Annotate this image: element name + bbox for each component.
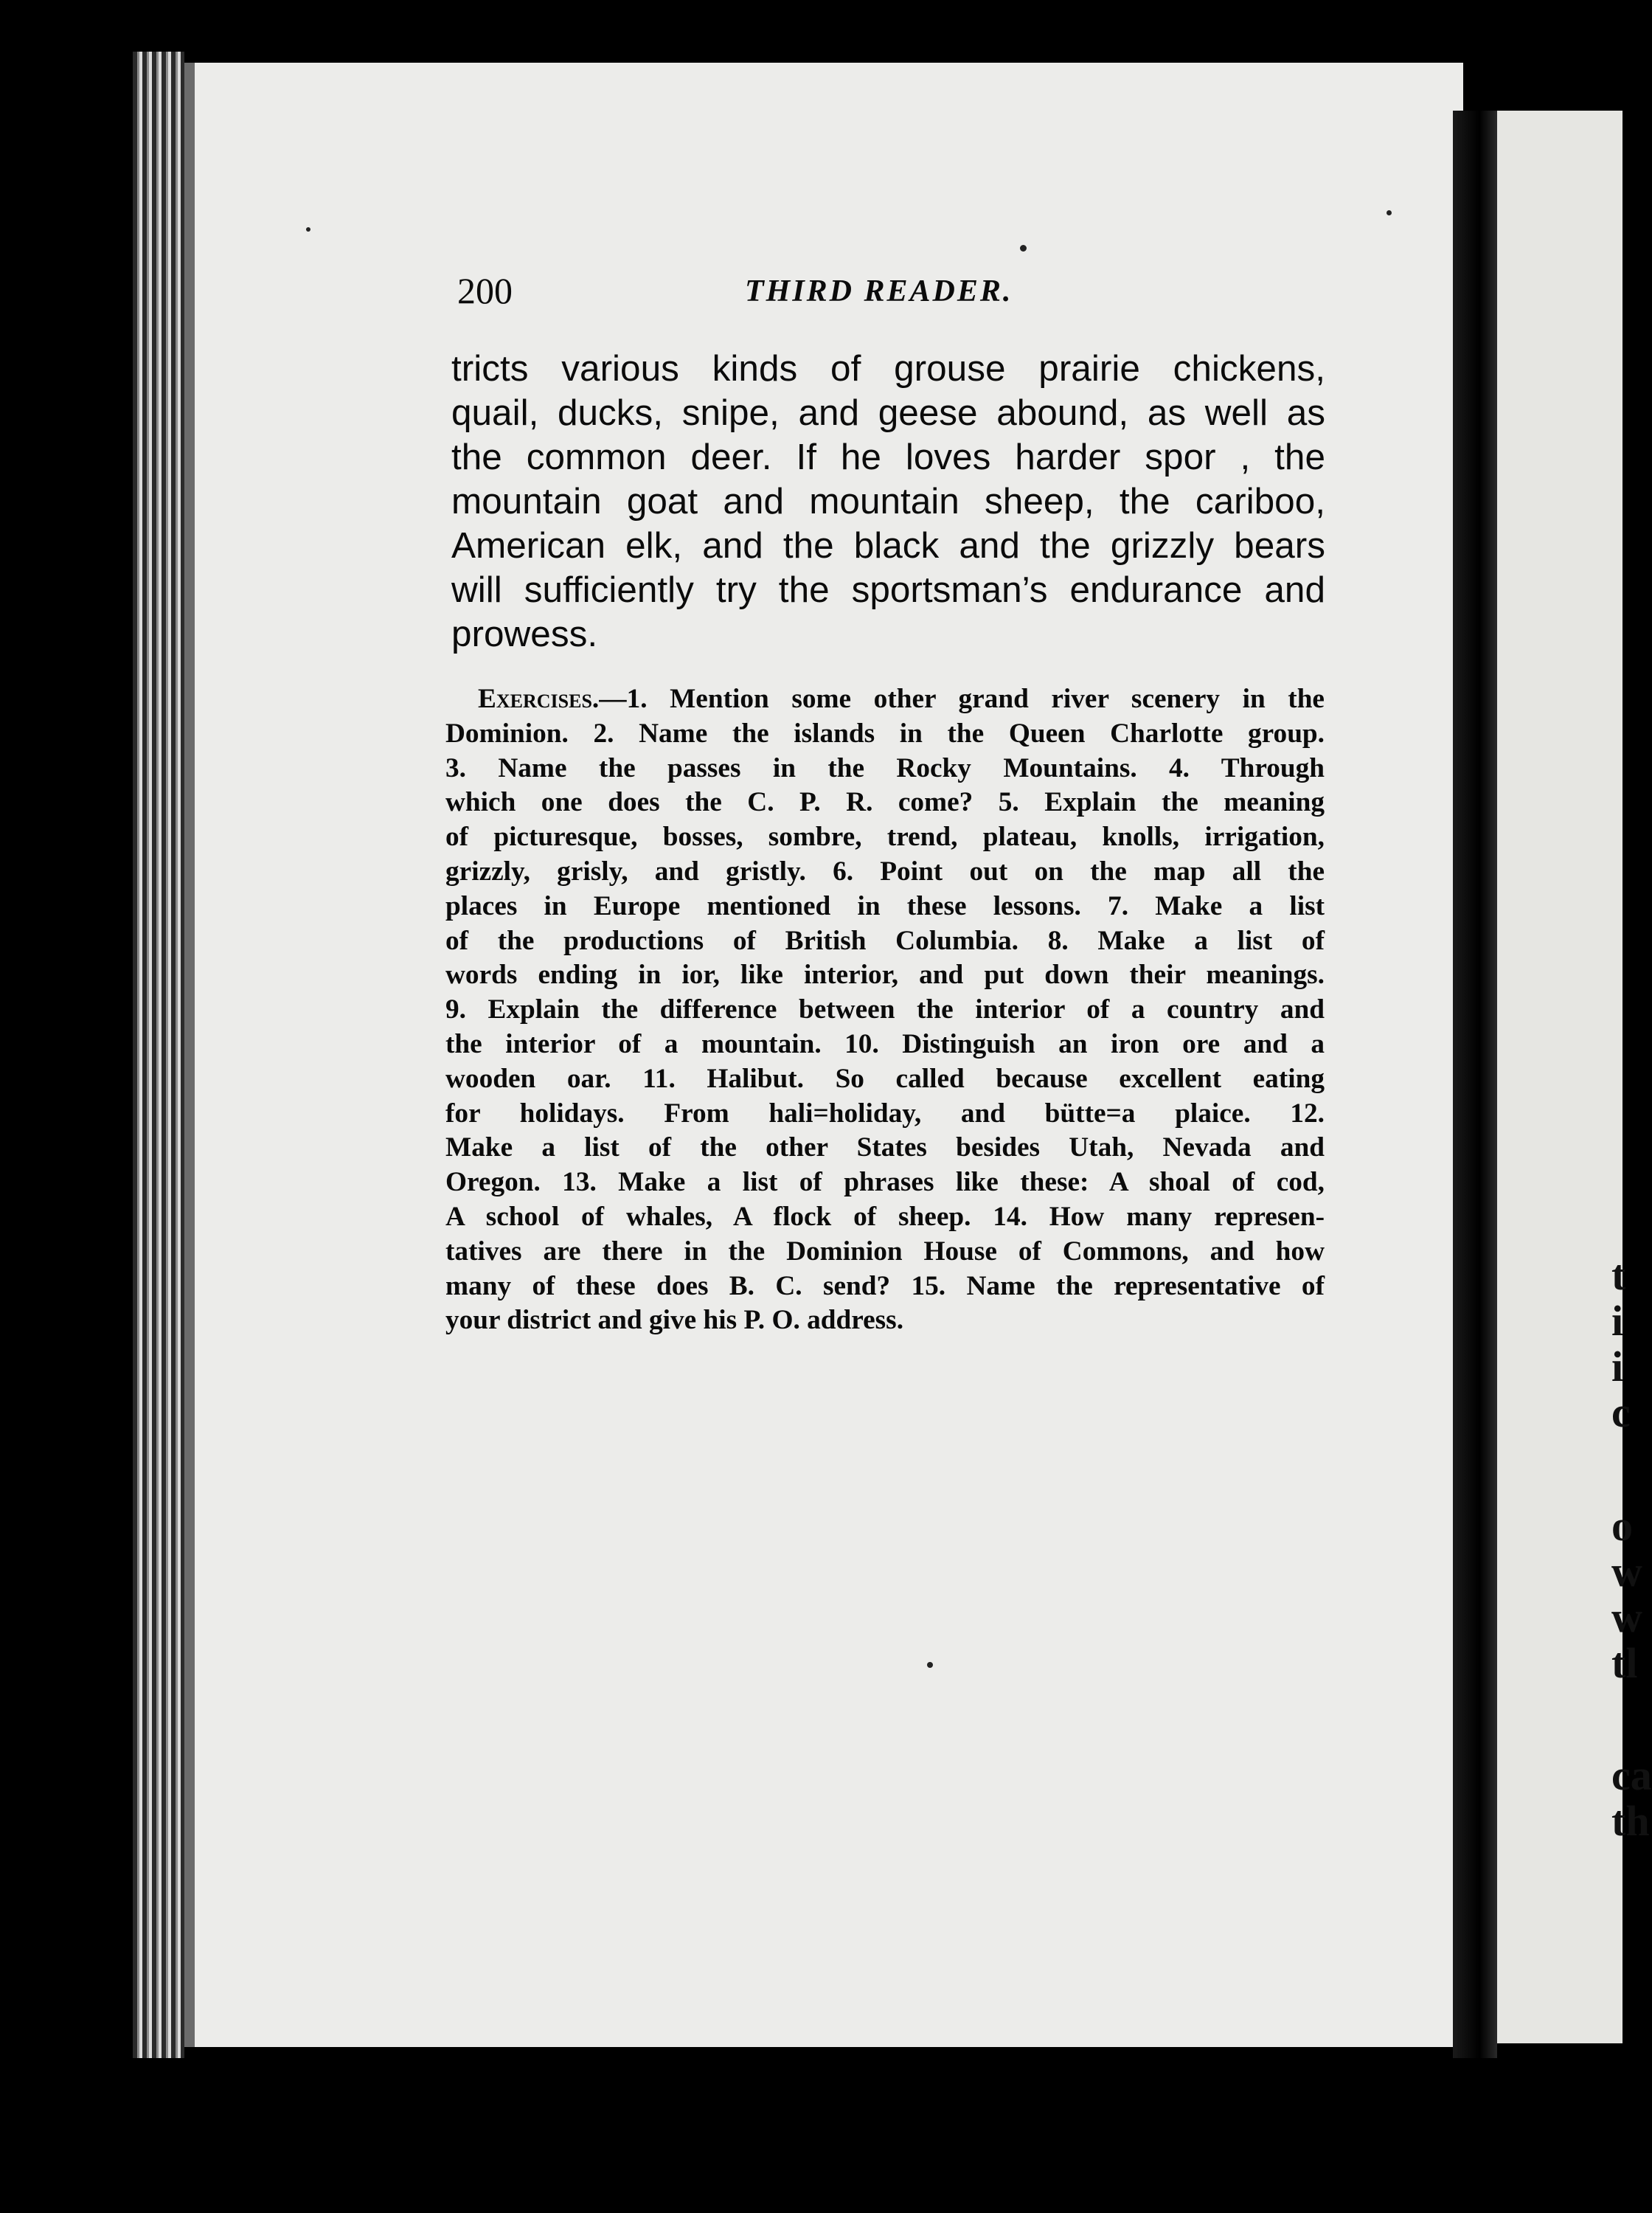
body-line: American elk, and the black and the grizzly bears	[451, 525, 1325, 566]
book-gutter	[1453, 111, 1497, 2058]
facing-page-fragment: th	[1611, 1797, 1650, 1845]
exercise-line: 9. Explain the difference between the interior of a country and	[445, 994, 1325, 1025]
exercise-line: the interior of a mountain. 10. Distinguish an iron ore and a	[445, 1028, 1325, 1059]
exercise-line: which one does the C. P. R. come? 5. Explain the meaning	[445, 787, 1325, 818]
body-line: quail, ducks, snipe, and geese abound, as well as	[451, 392, 1325, 433]
facing-page-fragment: w	[1611, 1548, 1642, 1596]
exercise-line: for holidays. From hali=holiday, and bütte=a plaice. 12.	[445, 1098, 1325, 1129]
exercise-line: A school of whales, A flock of sheep. 14. How many represen-	[445, 1201, 1325, 1232]
body-line: will sufficiently try the sportsman’s endurance and	[451, 569, 1325, 610]
exercise-line: your district and give his P. O. address.	[445, 1305, 904, 1336]
speck	[927, 1662, 933, 1668]
exercise-line: Oregon. 13. Make a list of phrases like these: A shoal of cod,	[445, 1167, 1325, 1198]
page-number: 200	[457, 270, 513, 311]
exercise-line: wooden oar. 11. Halibut. So called because excellent eating	[445, 1063, 1325, 1094]
exercise-line: places in Europe mentioned in these lessons. 7. Make a list	[445, 890, 1325, 921]
speck	[1020, 245, 1027, 252]
body-paragraph	[451, 347, 1325, 657]
body-line: mountain goat and mountain sheep, the cariboo,	[451, 481, 1325, 522]
body-line: tricts various kinds of grouse prairie chickens,	[451, 348, 1325, 389]
facing-page-fragment: tl	[1611, 1639, 1638, 1687]
facing-page-fragment: o	[1611, 1502, 1633, 1550]
exercise-line: of picturesque, bosses, sombre, trend, plateau, knolls, irrigation,	[445, 822, 1325, 853]
page-edges	[133, 52, 184, 2058]
facing-page-fragment: ca	[1611, 1751, 1652, 1799]
exercise-line: tatives are there in the Dominion House of Commons, and how	[445, 1236, 1325, 1267]
exercise-line: grizzly, grisly, and gristly. 6. Point out on the map all the	[445, 856, 1325, 887]
page-header	[457, 269, 1342, 321]
body-line: the common deer. If he loves harder spor , the	[451, 437, 1325, 477]
exercise-line-text: —1. Mention some other grand river scenery in the	[599, 684, 1325, 714]
exercise-line: 3. Name the passes in the Rocky Mountains. 4. Through	[445, 752, 1325, 783]
facing-page-fragment: t	[1611, 1251, 1626, 1299]
exercise-line: many of these does B. C. send? 15. Name the representative of	[445, 1270, 1325, 1301]
speck	[1386, 210, 1392, 215]
right-page	[1497, 111, 1622, 2043]
exercise-line: words ending in ior, like interior, and put down their meanings.	[445, 960, 1325, 991]
exercise-line: Dominion. 2. Name the islands in the Queen Charlotte group.	[445, 718, 1325, 749]
body-line: prowess.	[451, 614, 598, 654]
exercise-line	[445, 682, 1325, 717]
facing-page-fragment: w	[1611, 1593, 1642, 1641]
speck	[306, 227, 310, 232]
facing-page-fragment: c	[1611, 1388, 1631, 1436]
exercise-line: Make a list of the other States besides Utah, Nevada and	[445, 1132, 1325, 1163]
exercises-heading: Exercises.	[478, 684, 600, 714]
facing-page-fragment: i	[1611, 1343, 1624, 1391]
exercises-section	[445, 682, 1325, 1338]
running-head: THIRD READER.	[745, 274, 1013, 308]
exercise-line: of the productions of British Columbia. 8. Make a list of	[445, 925, 1325, 956]
facing-page-fragment: i	[1611, 1297, 1624, 1345]
